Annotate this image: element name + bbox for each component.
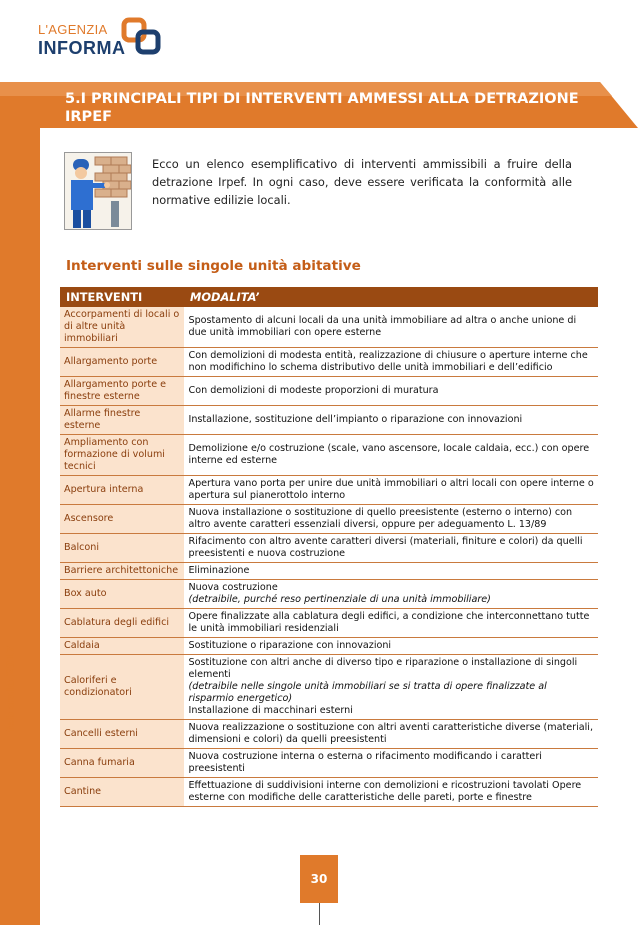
modalita-cell [184, 749, 598, 778]
page-divider-line [319, 903, 320, 925]
table-row [60, 476, 598, 505]
modalita-cell [184, 476, 598, 505]
modalita-text: Sostituzione o riparazione con innovazioni [188, 640, 392, 651]
logo-mark-icon [120, 14, 164, 58]
page-number: 30 [300, 855, 338, 903]
table-row [60, 563, 598, 580]
modalita-text: Nuova realizzazione o sostituzione con altri aventi caratteristiche diverse (materiali, dimensioni e colori) da quelli preesistenti [188, 722, 594, 745]
modalita-cell [184, 307, 598, 348]
intervento-cell: Allarme finestre esterne [60, 406, 184, 435]
intervento-cell: Barriere architettoniche [60, 563, 184, 580]
table-row [60, 638, 598, 655]
modalita-text: Nuova installazione o sostituzione di quello preesistente (esterno o interno) con altro avente caratteri essenziali diversi, oppure per adeguamento L. 13/89 [188, 507, 573, 530]
modalita-extra: Installazione di macchinari esterni [188, 705, 353, 716]
modalita-text: Con demolizioni di modesta entità, realizzazione di chiusure o aperture interne che non modifichino lo schema distributivo delle unità immobiliari e dell’edificio [188, 350, 588, 373]
table-row [60, 406, 598, 435]
modalita-cell [184, 377, 598, 406]
modalita-cell [184, 609, 598, 638]
table-row [60, 348, 598, 377]
intervento-cell: Allargamento porte e finestre esterne [60, 377, 184, 406]
table-row [60, 534, 598, 563]
modalita-cell [184, 406, 598, 435]
logo-top-text: L'AGENZIA [38, 22, 108, 37]
intervento-cell: Cablatura degli edifici [60, 609, 184, 638]
table-row [60, 307, 598, 348]
modalita-note: (detraibile nelle singole unità immobiliari se si tratta di opere finalizzate al risparmio energetico) [188, 681, 547, 704]
modalita-cell [184, 505, 598, 534]
modalita-text: Effettuazione di suddivisioni interne con demolizioni e ricostruzioni tavolati Opere esterne con modifiche delle caratteristiche delle pareti, porte e finestre [188, 780, 582, 803]
side-band [0, 0, 44, 925]
table-row [60, 435, 598, 476]
table-row [60, 655, 598, 720]
column-header-interventi: INTERVENTI [60, 287, 184, 307]
modalita-cell [184, 580, 598, 609]
modalita-cell [184, 563, 598, 580]
intervento-cell: Allargamento porte [60, 348, 184, 377]
intervento-cell: Box auto [60, 580, 184, 609]
modalita-cell [184, 534, 598, 563]
modalita-text: Demolizione e/o costruzione (scale, vano ascensore, locale caldaia, ecc.) con opere interne ed esterne [188, 443, 590, 466]
table-row [60, 609, 598, 638]
modalita-text: Opere finalizzate alla cablatura degli edifici, a condizione che interconnettano tutte le unità immobiliari residenziali [188, 611, 590, 634]
intervento-cell: Caldaia [60, 638, 184, 655]
table-row [60, 749, 598, 778]
table-row [60, 720, 598, 749]
section-heading: Interventi sulle singole unità abitative [66, 258, 361, 274]
intervento-cell: Accorpamenti di locali o di altre unità immobiliari [60, 307, 184, 348]
intervento-cell: Ampliamento con formazione di volumi tecnici [60, 435, 184, 476]
intervento-cell: Ascensore [60, 505, 184, 534]
logo [38, 12, 168, 62]
table-row [60, 580, 598, 609]
intervento-cell: Caloriferi e condizionatori [60, 655, 184, 720]
modalita-text: Eliminazione [188, 565, 250, 576]
modalita-text: Apertura vano porta per unire due unità immobiliari o altri locali con opere interne o apertura sul pianerottolo interno [188, 478, 594, 501]
intervento-cell: Cancelli esterni [60, 720, 184, 749]
modalita-cell [184, 778, 598, 807]
modalita-cell [184, 720, 598, 749]
table-header-row [60, 287, 598, 307]
modalita-text: Spostamento di alcuni locali da una unità immobiliare ad altra o anche unione di due unità immobiliari con opere esterne [188, 315, 577, 338]
modalita-text: Installazione, sostituzione dell’impianto o riparazione con innovazioni [188, 414, 523, 425]
modalita-cell [184, 435, 598, 476]
modalita-cell [184, 638, 598, 655]
modalita-cell [184, 655, 598, 720]
logo-bottom-text: INFORMA [38, 38, 126, 58]
table-row [60, 377, 598, 406]
modalita-text: Rifacimento con altro avente caratteri diversi (materiali, finiture e colori) da quelli preesistenti e nuova costruzione [188, 536, 583, 559]
intro-paragraph: Ecco un elenco esemplificativo di interventi ammissibili a fruire della detrazione Irpef. In ogni caso, deve essere verificata la conformità alle normative edilizie locali. [152, 157, 572, 207]
modalita-text: Con demolizioni di modeste proporzioni di muratura [188, 385, 439, 396]
worker-illustration [64, 152, 132, 230]
modalita-note: (detraibile, purché reso pertinenziale di una unità immobiliare) [188, 594, 491, 605]
intervento-cell: Canna fumaria [60, 749, 184, 778]
intervento-cell: Balconi [60, 534, 184, 563]
table-row [60, 778, 598, 807]
modalita-text: Sostituzione con altri anche di diverso tipo e riparazione o installazione di singoli elementi [188, 657, 578, 680]
page-title: 5.I PRINCIPALI TIPI DI INTERVENTI AMMESSI ALLA DETRAZIONE IRPEF [65, 91, 579, 125]
column-header-modalita: MODALITA’ [184, 287, 598, 307]
modalita-text: Nuova costruzione [188, 582, 278, 593]
table-row [60, 505, 598, 534]
interventions-table [60, 287, 598, 807]
modalita-cell [184, 348, 598, 377]
side-date: febbraio 2017 [4, 645, 17, 732]
modalita-text: Nuova costruzione interna o esterna o rifacimento modificando i caratteri preesistenti [188, 751, 542, 774]
intervento-cell: Cantine [60, 778, 184, 807]
intervento-cell: Apertura interna [60, 476, 184, 505]
